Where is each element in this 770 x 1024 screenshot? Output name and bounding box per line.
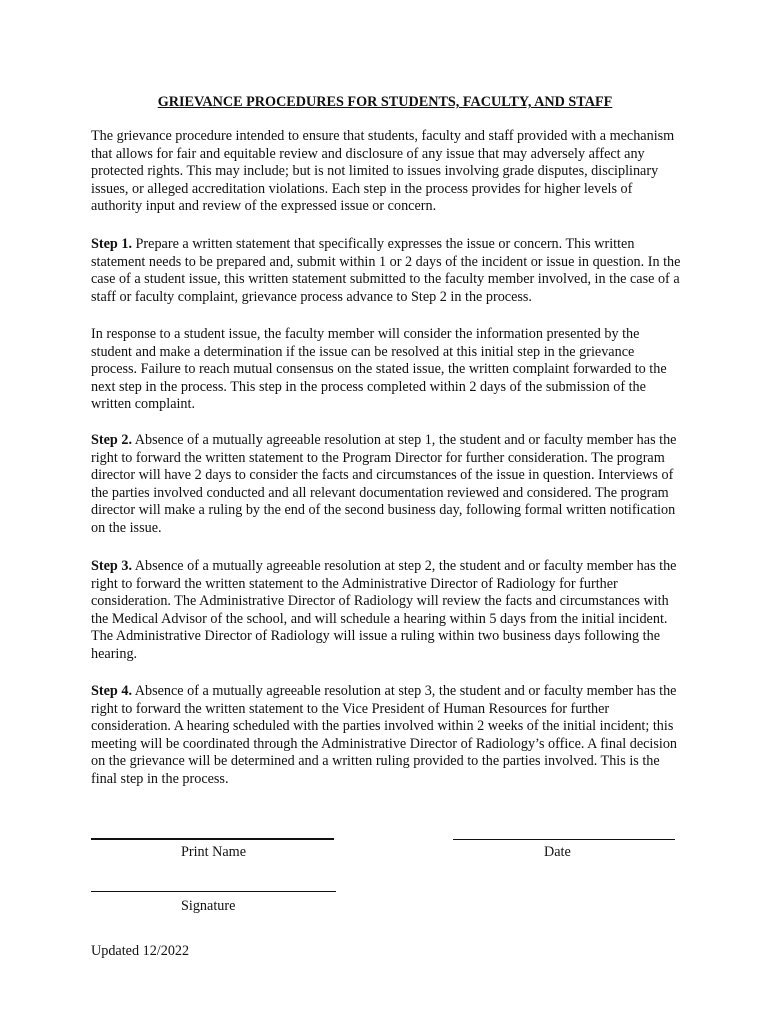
print-name-line[interactable] (91, 838, 334, 840)
step-1-text: Prepare a written statement that specifically expresses the issue or concern. This written statement needs to be prepared and, submit within 1 or 2 days of the incident or issue in question. In the case of a student issue, this written statement submitted to the faculty member involved, in the case of a staff or faculty complaint, grievance process advance to Step 2 in the process. (91, 236, 681, 305)
intro-paragraph: The grievance procedure intended to ensure that students, faculty and staff provided with a mechanism that allows for fair and equitable review and disclosure of any issue that may adversely affect any protected rights. This may include; but is not limited to issues involving grade disputes, disciplinary issues, or alleged accreditation violations. Each step in the process provides for higher levels of authority input and review of the expressed issue or concern. (91, 128, 675, 215)
date-line[interactable] (453, 839, 675, 840)
step-2-label: Step 2. (91, 432, 132, 448)
signature-label: Signature (181, 898, 236, 914)
document-title: GRIEVANCE PROCEDURES FOR STUDENTS, FACULTY, AND STAFF (157, 94, 613, 110)
step-1-response-paragraph (91, 326, 681, 414)
updated-date: Updated 12/2022 (91, 943, 190, 959)
step-3-paragraph (91, 558, 681, 664)
signature-line[interactable] (91, 891, 336, 892)
step-4-label: Step 4. (91, 683, 132, 699)
step-3-label: Step 3. (91, 558, 132, 574)
step-2-text: Absence of a mutually agreeable resolution at step 1, the student and or faculty member has the right to forward the written statement to the Program Director for further consideration. The program director will have 2 days to consider the facts and circumstances of the issue in question. Interviews of the parties involved conducted and all relevant documentation reviewed and considered. The program director will make a ruling by the end of the second business day, following formal written notification on the issue. (91, 432, 677, 536)
step-1-label: Step 1. (91, 236, 132, 252)
step-4-paragraph (91, 683, 681, 789)
step-1-paragraph (91, 236, 681, 306)
step-4-text: Absence of a mutually agreeable resolution at step 3, the student and or faculty member has the right to forward the written statement to the Vice President of Human Resources for further consideration. A hearing scheduled with the parties involved within 2 weeks of the initial incident; this meeting will be coordinated through the Administrative Director of Radiology’s office. A final decision on the grievance will be determined and a written ruling provided to the parties involved. This is the final step in the process. (91, 683, 678, 787)
date-label: Date (544, 844, 571, 860)
step-3-text: Absence of a mutually agreeable resolution at step 2, the student and or faculty member has the right to forward the written statement to the Administrative Director of Radiology for further consideration. The Administrative Director of Radiology will review the facts and circumstances with the Medical Advisor of the school, and will schedule a hearing within 5 days from the initial incident. The Administrative Director of Radiology will issue a ruling within two business days following the hearing. (91, 558, 677, 662)
step-1-response-text: In response to a student issue, the faculty member will consider the information presented by the student and make a determination if the issue can be resolved at this initial step in the grievance process. Failure to reach mutual consensus on the stated issue, the written complaint forwarded to the next step in the process. This step in the process completed within 2 days of the submission of the written complaint. (91, 326, 667, 413)
print-name-label: Print Name (181, 844, 247, 860)
step-2-paragraph (91, 432, 681, 538)
